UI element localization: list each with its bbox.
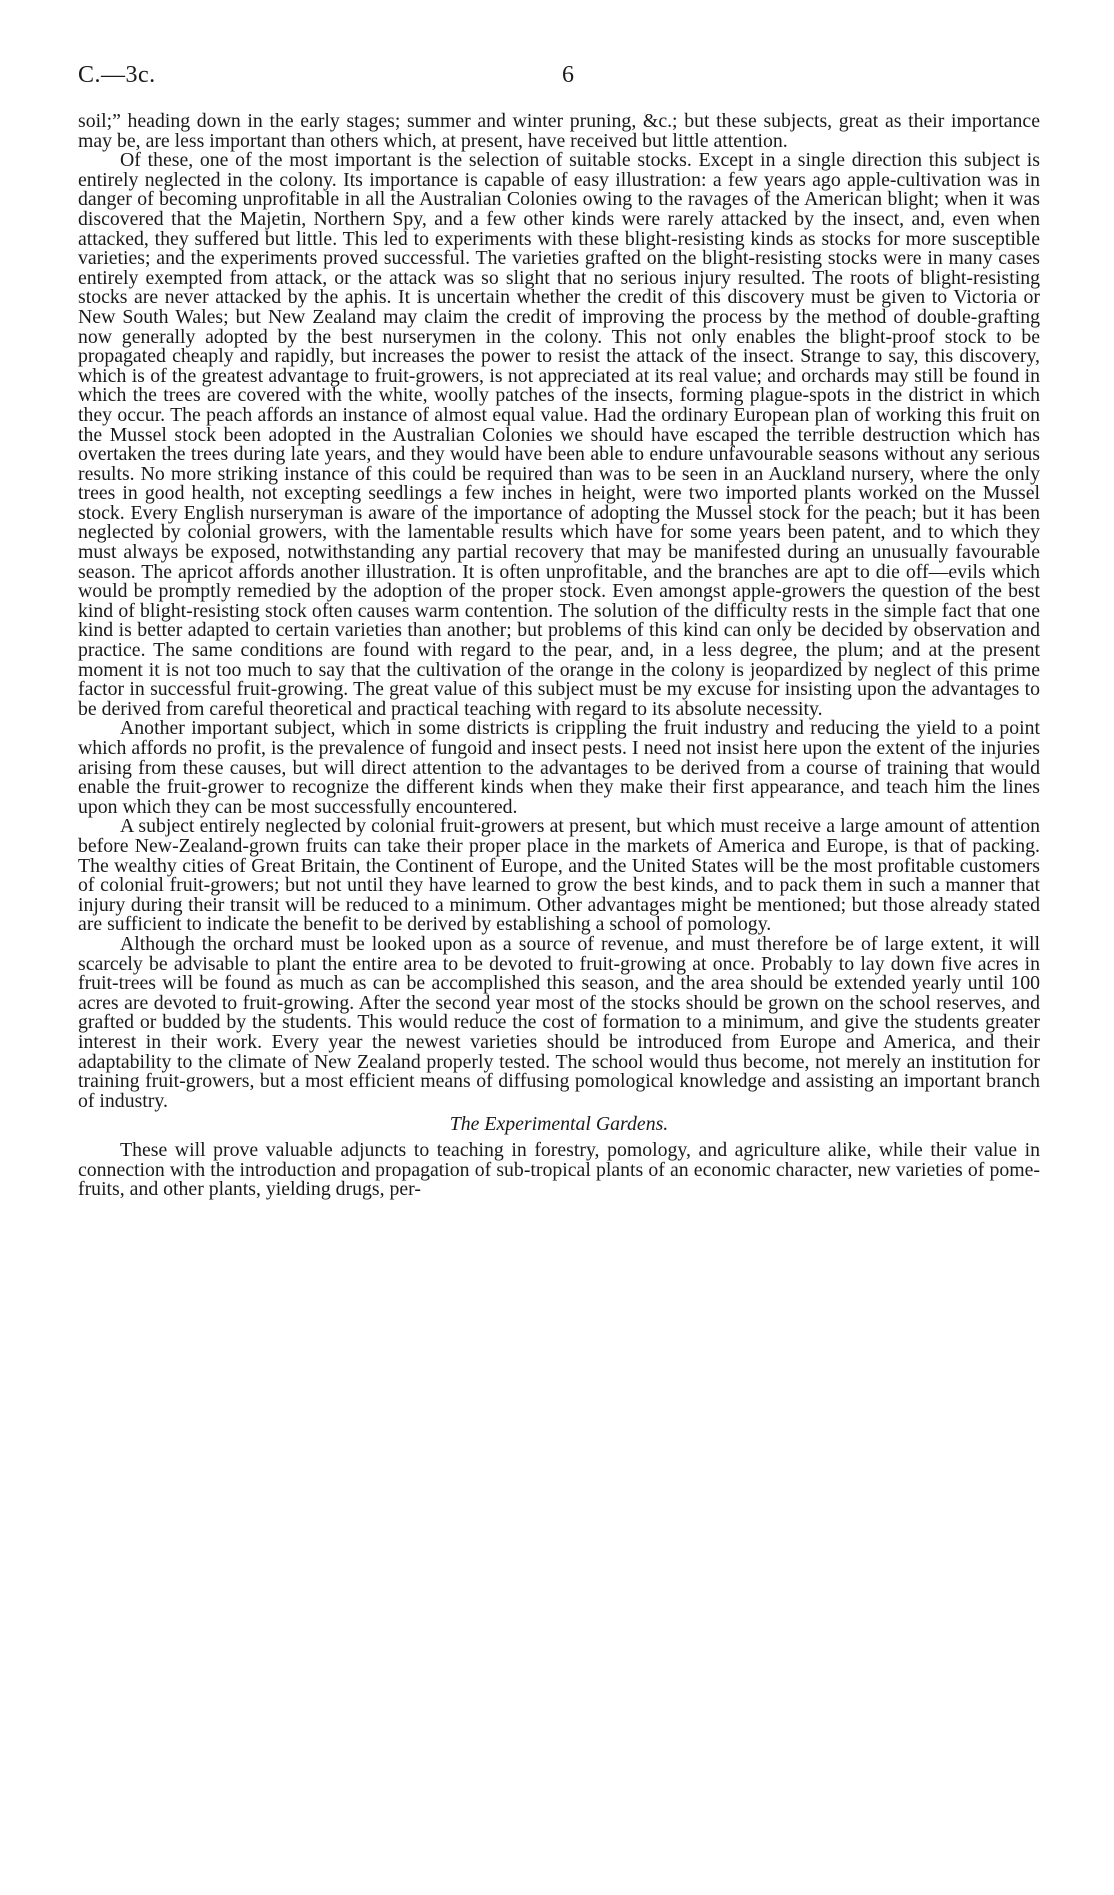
- paragraph-packing: A subject entirely neglected by colonial fruit-growers at present, but which must receive a large amount of attention before New-Zealand-grown fruits can take their proper place in the markets of America and Europe, is that of packing. The wealthy cities of Great Britain, the Continent of Europe, and the United States will be the most profitable customers of colonial fruit-growers; but not until they have learned to grow the best kinds, and to pack them in such a manner that injury during their transit will be reduced to a minimum. Other advantages might be mentioned; but those already stated are sufficient to indicate the benefit to be derived by establishing a school of pomology.: [78, 815, 1040, 936]
- paragraph-stocks: Of these, one of the most important is the selection of suitable stocks. Except in a single direction this subject is entirely neglected in the colony. Its importance is capable of easy illustration: a few years ago apple-cultivation was in danger of becoming unprofitable in all the Australian Colonies owing to the ravages of the American blight; when it was discovered that the Majetin, Northern Spy, and a few other kinds were rarely attacked by the insect, and, even when attacked, they suffered but little. This led to experiments with these blight-resisting kinds as stocks for more susceptible varieties; and the experiments proved successful. The varieties grafted on the blight-resisting stocks were in many cases entirely exempted from attack, or the attack was so slight that no serious injury resulted. The roots of blight-resisting stocks are never attacked by the aphis. It is uncertain whether the credit of this discovery must be given to Victoria or New South Wales; but New Zealand may claim the credit of improving the process by the method of double-grafting now generally adopted by the best nurserymen in the colony. This not only enables the blight-proof stock to be propagated cheaply and rapidly, but increases the power to resist the attack of the insect. Strange to say, this discovery, which is of the greatest advantage to fruit-growers, is not appreciated at its real value; and orchards may still be found in which the trees are covered with the white, woolly patches of the insects, forming plague-spots in the district in which they occur. The peach affords an instance of almost equal value. Had the ordinary European plan of working this fruit on the Mussel stock been adopted in the Australian Colonies we should have escaped the terrible destruction which has overtaken the trees during late years, and they would have been able to endure unfavourable seasons without any serious results. No more striking instance of this could be required than was to be seen in an Auckland nursery, where the only trees in good health, not excepting seedlings a few inches in height, were two imported plants worked on the Mussel stock. Every English nurseryman is aware of the importance of adopting the Mussel stock for the peach; but it has been neglected by colonial growers, with the lamentable results which have for some years been patent, and to which they must always be exposed, notwithstanding any partial recovery that may be manifested during an unusually favourable season. The apricot affords another illustration. It is often unprofitable, and the branches are apt to die off—evils which would be promptly remedied by the adoption of the proper stock. Even amongst apple-growers the question of the best kind of blight-resisting stock often causes warm contention. The solution of the difficulty rests in the simple fact that one kind is better adapted to certain varieties than another; but problems of this kind can only be decided by observation and practice. The same conditions are found with regard to the pear, and, in a less degree, the plum; and at the present moment it is not too much to say that the cultivation of the orange in the colony is jeopardized by neglect of this prime factor in successful fruit-growing. The great value of this subject must be my excuse for insisting upon the advantages to be derived from careful theoretical and practical teaching with regard to its absolute necessity.: [78, 149, 1040, 720]
- paragraph-continuation: soil;” heading down in the early stages; summer and winter pruning, &c.; but these subjects, great as their importance may be, are less important than others which, at present, have received but little attention.: [78, 110, 1040, 152]
- paragraph-gardens: These will prove valuable adjuncts to teaching in forestry, pomology, and agriculture alike, while their value in connection with the introduction and propagation of sub-tropical plants of an economic character, new varieties of pome-fruits, and other plants, yielding drugs, per-: [78, 1139, 1040, 1201]
- paragraph-pests: Another important subject, which in some districts is crippling the fruit industry and reducing the yield to a point which affords no profit, is the prevalence of fungoid and insect pests. I need not insist here upon the extent of the injuries arising from these causes, but will direct attention to the advantages to be derived from a course of training that would enable the fruit-grower to recognize the different kinds when they make their first appearance, and teach him the lines upon which they can be most successfully encountered.: [78, 717, 1040, 818]
- document-page: [78, 62, 1040, 1200]
- paragraph-orchard: Although the orchard must be looked upon as a source of revenue, and must therefore be of large extent, it will scarcely be advisable to plant the entire area to be devoted to fruit-growing at once. Probably to lay down five acres in fruit-trees will be found as much as can be accomplished this season, and the area should be extended yearly until 100 acres are devoted to fruit-growing. After the second year most of the stocks should be grown on the school reserves, and grafted or budded by the students. This would reduce the cost of formation to a minimum, and give the students greater interest in their work. Every year the newest varieties should be introduced from Europe and America, and their adaptability to the climate of New Zealand properly tested. The school would thus become, not merely an institution for training fruit-growers, but a most efficient means of diffusing pomological knowledge and assisting an important branch of industry.: [78, 932, 1040, 1112]
- section-heading: The Experimental Gardens.: [449, 1113, 669, 1136]
- body-text: [78, 112, 1040, 1200]
- document-reference: C.—3c.: [78, 62, 156, 88]
- page-header: [78, 62, 1040, 96]
- page-number: 6: [562, 62, 574, 88]
